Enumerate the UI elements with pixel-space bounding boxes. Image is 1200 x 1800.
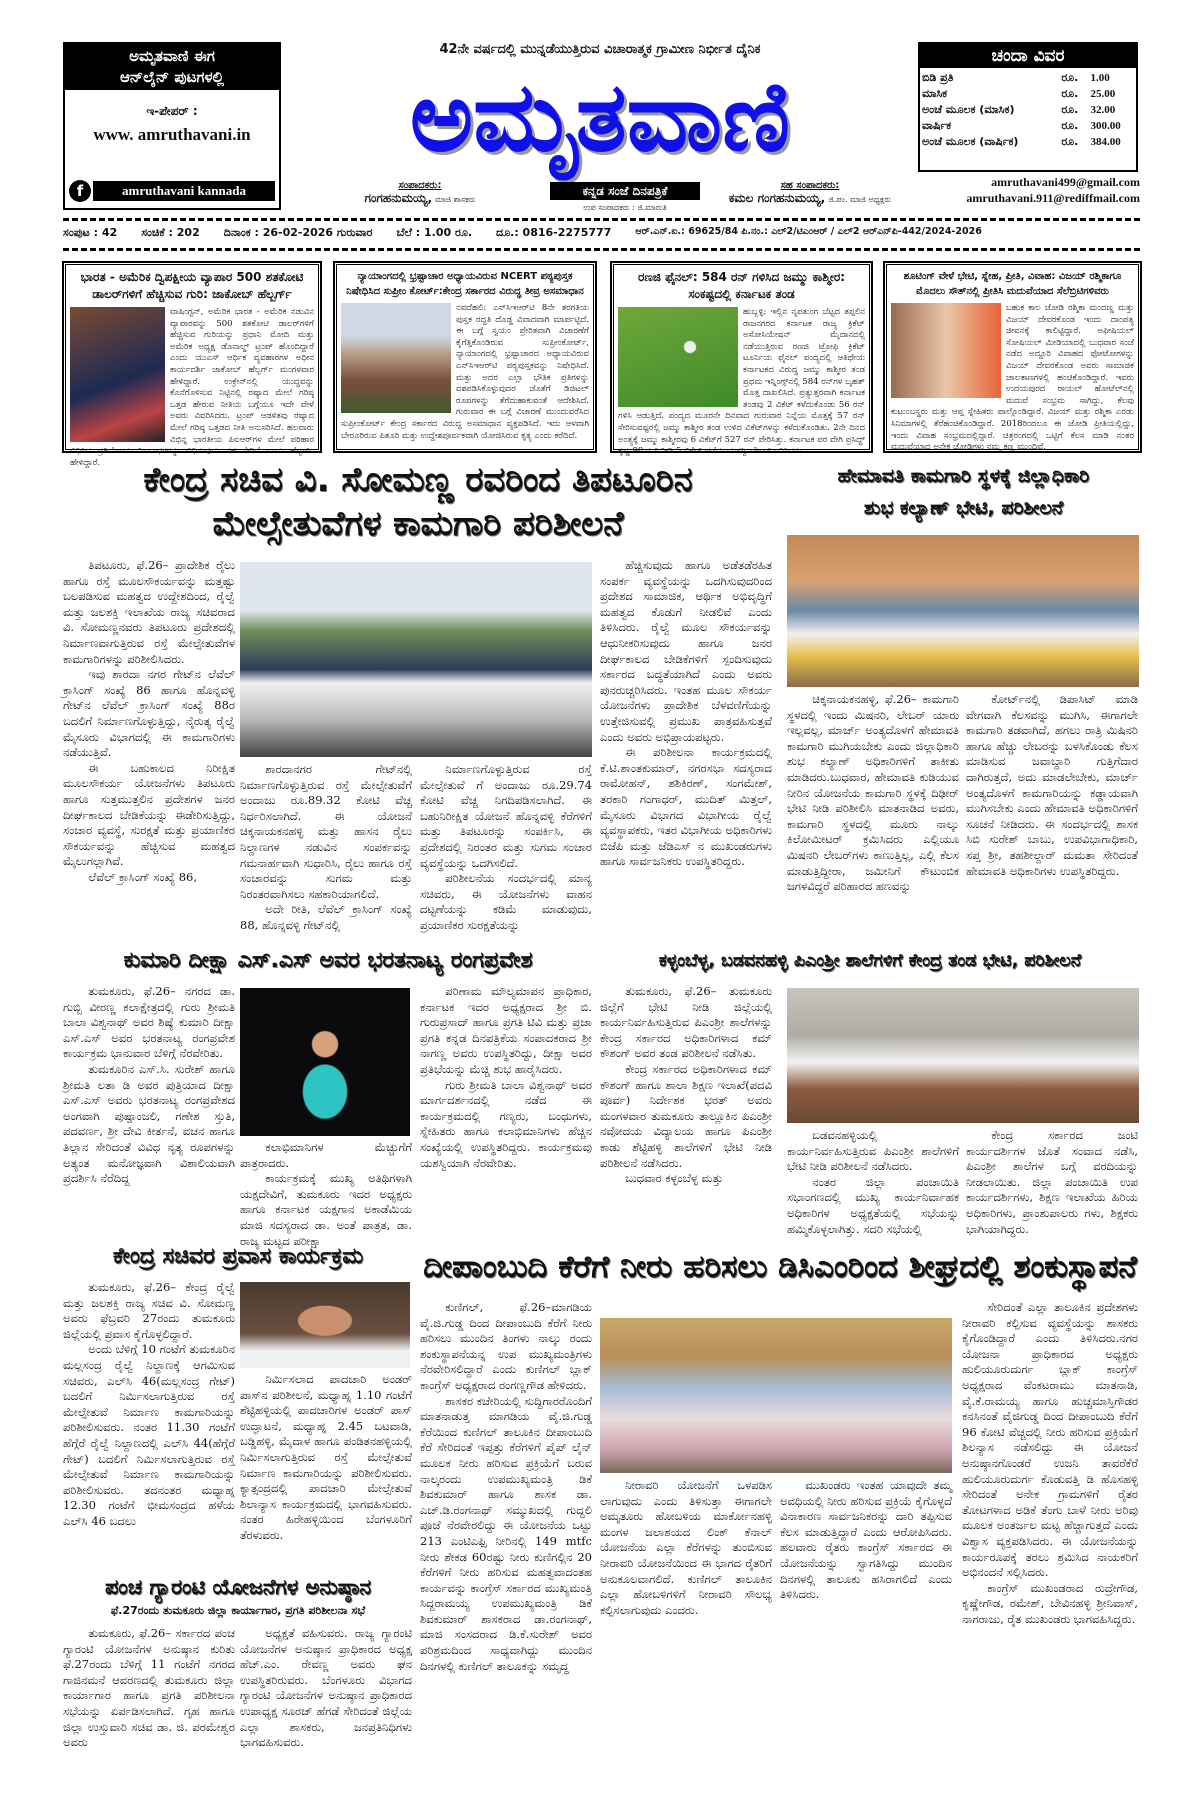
main-headline[interactable] <box>63 458 773 546</box>
teaser-wedding[interactable] <box>884 262 1141 452</box>
sub-editor: ಉಪ ಸಂಪಾದಕರು : ಜಿ.ಮಾರುತಿ <box>583 203 667 212</box>
divider <box>63 218 1140 221</box>
email-rediff[interactable]: amruthavani.911@rediffmail.com <box>966 191 1140 205</box>
paragraph: ತುಮಕೂರು, ಫೆ.26– ಸರ್ಕಾರದ ಪಂಚ ಗ್ಯಾರಂಟಿ ಯೋಜನೆಗಳ ಅನುಷ್ಠಾನ ಕುರಿತು ಫೆ.27ರಂದು ಬೆಳಿಗ್ಗೆ 11 ಗಂಟೆಗೆ ನಗರದ ಗಾಜಿನಮನೆ ಆವರಣದಲ್ಲಿ ತುಮಕೂರು ಜಿಲ್ಲಾ ಕಾರ್ಯಾಗಾರ ಹಾಗೂ ಪ್ರಗತಿ ಪರಿಶೀಲನಾ ಸಭೆಯನ್ನು ಏರ್ಪಡಿಸಲಾಗಿದೆ. ಗೃಹ ಹಾಗೂ ಜಿಲ್ಲಾ ಉಸ್ತುವಾರಿ ಸಚಿವ ಡಾ. ಜಿ. ಪರಮೇಶ್ವರ ಅವರು <box>63 1626 235 1750</box>
teaser-photo <box>70 307 165 442</box>
tagline: 42ನೇ ವರ್ಷದಲ್ಲಿ ಮುನ್ನಡೆಯುತ್ತಿರುವ ವಿಚಾರಾತ್ಮಕ ಗ್ರಾಮೀಣ ನಿರ್ಭೀತ ದೈನಿಕ <box>439 42 761 57</box>
editor-label: ಸಂಪಾದಕರು: <box>398 180 442 191</box>
headline-line: ಮೇಲ್ಸೇತುವೆಗಳ ಕಾಮಗಾರಿ ಪರಿಶೀಲನೆ <box>212 504 624 544</box>
paragraph: ಶಾರದಾನಗರ ಗೇಟ್‌ನಲ್ಲಿ ನಿರ್ಮಾಣಗೊಳ್ಳುತ್ತಿರುವ ರಸ್ತೆ ಮೇಲ್ಸೇತುವೆಗೆ ಅಂದಾಜು ರೂ.89.32 ಕೋಟಿ ವೆಚ್ಚ ನಿರ್ಧರಿಸಲಾಗಿದೆ. ಈ ಯೋಜನೆ ಚಿಕ್ಕನಾಯಕನಹಳ್ಳಿ ಮತ್ತು ಹಾಸನ ರೈಲು ನಿಲ್ದಾಣಗಳ ನಡುವಿನ ಸಂಪರ್ಕವನ್ನು ಗಮನಾರ್ಹವಾಗಿ ಸುಧಾರಿಸಿ, ರೈಲು ಹಾಗೂ ರಸ್ತೆ ಸಂಚಾರವನ್ನು ಸುಗಮ ಮತ್ತು ನಿರಂತರವಾಗಿಸಲು ಸಹಕಾರಿಯಾಗಲಿದೆ. <box>240 762 412 901</box>
guarantee-headline[interactable]: ಪಂಚ ಗ್ಯಾರಂಟಿ ಯೋಜನೆಗಳ ಅನುಷ್ಠಾನ <box>104 1575 372 1599</box>
dancer-photo <box>240 988 410 1136</box>
date: ದಿನಾಂಕ : 26-02-2026 ಗುರುವಾರ <box>223 226 373 239</box>
subscription-rates-box <box>918 42 1138 172</box>
facebook-icon: f <box>69 180 91 202</box>
paragraph: ನೀರಾವರಿ ಯೋಜನೆಗೆ ಒಳಪಡಿಸ ಲಾಗುವುದು ಎಂದು ತಿಳಿಸುತ್ತಾ ಈಗಾಗಲೇ ಅಮೃತೂರು ಹೋಬಳಿಯ ಮಾರ್ಕೋನಹಳ್ಳಿ ಮಂಗಳ ಜಲಾಶಯದ ಲಿಂಕ್ ಕೆನಾಲ್ ಯೋಜನೆಯ ಎಲ್ಲಾ ಕೆರೆಗಳನ್ನು ತುಂಬಿಸುವ ನೀರಾವರಿ ಯೋಜನೆಯಿಂದ ಈ ಭಾಗದ ರೈತರಿಗೆ ಅನುಕೂಲವಾಗಲಿದೆ. ಕುಣಿಗಲ್ ತಾಲೂಕಿನ ಎಲ್ಲಾ ಹೋಬಳಿಗಳಿಗೆ ನೀರಾವರಿ ಸೌಲಭ್ಯ ಕಲ್ಪಿಸಲಾಗುವುದು ಎಂದರು. <box>600 1478 772 1617</box>
teaser-title: ರಣಜಿ ಫೈನಲ್: 584 ರನ್ ಗಳಿಸಿದ ಜಮ್ಮು ಕಾಶ್ಮೀರ: ಸಂಕಷ್ಟದಲ್ಲಿ ಕರ್ನಾಟಕ ತಂಡ <box>637 270 846 301</box>
article-column <box>240 762 412 936</box>
headline-line: ಶುಭ ಕಲ್ಯಾಣ್ ಭೇಟಿ, ಪರಿಶೀಲನೆ <box>863 497 1064 519</box>
rates-table <box>920 70 1136 150</box>
teaser-title: ನ್ಯಾಯಾಂಗದಲ್ಲಿ ಭ್ರಷ್ಟಾಚಾರ ಅಧ್ಯಾಯವಿರುವ NCERT ಪಠ್ಯಪುಸ್ತಕ ನಿಷೇಧಿಸಿದ ಸುಪ್ರೀಂ ಕೋರ್ಟ್:ಕೇಂದ್ರ ಸರ್ಕಾರದ ವಿರುದ್ಧ ತೀವ್ರ ಅಸಮಾಧಾನ <box>346 271 584 297</box>
editor-block <box>350 180 490 206</box>
paragraph: ಈ ಪರಿಶೀಲನಾ ಕಾರ್ಯಕ್ರಮದಲ್ಲಿ ಕೆ.ಟಿ.ಶಾಂತಕುಮಾರ್, ನಗರಸಭಾ ಸದಸ್ಯರಾದ ರಾಮೋಹನ್, ಶಶಿಕಿರಣ್, ಸಂಗಮೇಶ್, ತರಕಾರಿ ಗಂಗಾಧರ್, ಮುದಿತ್ ಮಿತ್ತಲ್, ಮೈಸೂರು ವಿಭಾಗದ ವಿಭಾಗೀಯ ರೈಲ್ವೆ ವ್ಯವಸ್ಥಾಪಕರು, ಇತರ ವಿಭಾಗೀಯ ಅಧಿಕಾರಿಗಳು ಬಿಜೆಪಿ ಮತ್ತು ಜೆಡಿಎಸ್ ನ ಮುಖಂಡರುಗಳು ಹಾಗೂ ಸಾರ್ವಜನಿಕರು ಉಪಸ್ಥಿತರಿದ್ದರು. <box>600 745 772 869</box>
paragraph: ತುಮಕೂರಿನ ಎಸ್.ಸಿ. ಸುರೇಶ್ ಹಾಗೂ ಶ್ರೀಮತಿ ಲತಾ ಡಿ ಅವರ ಪುತ್ರಿಯಾದ ದೀಕ್ಷಾ ಎಸ್.ಎಸ್ ಅವರು ಭರತನಾಟ್ಯ ರಂಗಪ್ರವೇಶದ ಅಂಗವಾಗಿ ಪುಷ್ಪಾಂಜಲಿ, ಗಣೇಶ ಸ್ತುತಿ, ಪದವರ್ಣ, ಶ್ರೀ ದೇವಿ ಕೀರ್ತನೆ, ವಚನ ಹಾಗೂ ತಿಲ್ಲಾನ ಸೇರಿದಂತೆ ವಿವಿಧ ನೃತ್ಯ ರೂಪಗಳನ್ನು ಅತ್ಯಂತ ಮನೋಜ್ಞವಾಗಿ ವಿಶಾಲಿಯವಾಗಿ ಪ್ರದರ್ಶಿಸಿ ನೆರೆದಿದ್ದ <box>63 1061 235 1186</box>
rate-amount: 1.00 <box>1090 72 1110 84</box>
subtitle-banner: ಕನ್ನಡ ಸಂಜೆ ದಿನಪತ್ರಿಕೆ <box>550 182 700 200</box>
rates-title: ಚಂದಾ ವಿವರ <box>920 44 1136 68</box>
facebook-page[interactable]: amruthavani kannada <box>93 181 275 201</box>
paragraph: ಕಾರ್ಯಕ್ರಮಕ್ಕೆ ಮುಖ್ಯ ಅತಿಥಿಗಳಾಗಿ ಯಕ್ಷದೇವಿಗೆ, ತುಮಕೂರು ಇದರ ಅಧ್ಯಕ್ಷರು ಹಾಗೂ ಕರ್ನಾಟಕ ಯಕ್ಷಗಾನ ಅಕಾಡೆಮಿಯ ಮಾಜಿ ಸದಸ್ಯರಾದ ಡಾ. ಅಂತೆ ಪಾತ್ರತ, ಡಾ. ರಾಜ್ಯ ಮಟ್ಟದ ಪರೀಕ್ಷಾ <box>240 1171 412 1248</box>
lake-water-headline[interactable]: ದೀಪಾಂಬುದಿ ಕೆರೆಗೆ ನೀರು ಹರಿಸಲು ಡಿಸಿಎಂರಿಂದ ಶೀಘ್ರದಲ್ಲಿ ಶಂಕುಸ್ಥಾಪನೆ <box>423 1249 1137 1285</box>
issue: ಸಂಚಿಕೆ : 202 <box>141 226 200 239</box>
promo-title-1: ಅಮೃತವಾಣಿ ಈಗ <box>129 47 215 65</box>
article-column <box>787 1128 959 1236</box>
hemavati-headline[interactable] <box>787 460 1140 524</box>
paragraph: ಚಿಕ್ಕನಾಯಕನಹಳ್ಳಿ, ಫೆ.26– ಕಾಮಗಾರಿ ಸ್ಥಳದಲ್ಲಿ ಇಂದು ಮಿಷನರಿ, ಲೇಬರ್ ಯಾರು ಇಲ್ಲವಲ್ಲ, ಮಾರ್ಚ್ ಅಂತ್ಯದೊಳಗೆ ಹೇಮಾವತಿ ಕಾಮಗಾರಿ ಮುಗಿಯಬೇಕು ಎಂದು ಜಿಲ್ಲಾಧಿಕಾರಿ ಶುಭ ಕಲ್ಯಾಣ್ ಅಧಿಕಾರಿಗಳಿಗೆ ತಾಕೀತು ಮಾಡಿದರು.ಬುಧವಾರ, ಹೇಮಾವತಿ ಕುಡಿಯುವ ನೀರಿನ ಯೋಜನೆಯ ಕಾಮಗಾರಿ ಸ್ಥಳಕ್ಕೆ ದಿಢೀರ್ ಭೇಟಿ ನೀಡಿ ಪರಿಶೀಲಿಸಿ ಮಾತನಾಡಿದ ಅವರು, ಕಾಮಗಾರಿ ಸ್ಥಳದಲ್ಲಿ ಮೂರು ನಾಲ್ಕು ಕಿಲೋಮೀಟರ್ ಕ್ರಮಿಸಿದರು ಎಲ್ಲಿಯೂ ಮಿಷನರಿ ಲೇಬರ್‌ಗಳು ಕಾಣುತ್ತಿಲ್ಲ, ಎಲ್ಲಿ ಕೆಲಸ ಮಾಡುತ್ತಿದ್ದೀರಾ, ಜಮೀನಿಗೆ ಕೌಟುಂಬಿಕ ಜಗಳವಿದ್ದರೆ ಪರಿಹಾರದ ಹಣವನ್ನು <box>787 692 959 894</box>
article-column <box>962 1300 1138 1755</box>
online-promo-box <box>63 42 281 210</box>
teaser-ranji[interactable] <box>611 262 872 457</box>
rate-label: ಅಂಚೆ ಮೂಲಕ (ವಾರ್ಷಿಕ) <box>922 135 1019 148</box>
info-bar <box>63 226 1140 240</box>
rate-cur: ರೂ. <box>1061 119 1079 132</box>
article-column <box>600 984 772 1232</box>
article-column <box>63 558 235 936</box>
co-editor-name: ಕಮಲ ಗಂಗಹನುಮಯ್ಯ, <box>728 191 826 205</box>
paragraph: ಈ ಬಹುಕಾಲದ ನಿರೀಕ್ಷಿತ ಮೂಲಸೌಕರ್ಯ ಯೋಜನೆಗಳು ತಿಪಟೂರು ಹಾಗೂ ಸುತ್ತಮುತ್ತಲಿನ ಪ್ರದೇಶಗಳ ಜನರ ದೀರ್ಘಕಾಲದ ಬೇಡಿಕೆಯನ್ನು ಈಡೇರಿಸುತ್ತಿದ್ದು, ಸಂಚಾರ ವ್ಯವಸ್ಥೆ, ಸುರಕ್ಷತೆ ಮತ್ತು ಪ್ರಯಾಣಿಕರ ಸೌಕರ್ಯವನ್ನು ಹೆಚ್ಚಿಸುವ ಮಹತ್ವದ ಮೈಲುಗಲ್ಲಾಗಿವೆ. <box>63 760 235 869</box>
paragraph: ಅಂದು ಬೆಳಿಗ್ಗೆ 10 ಗಂಟೆಗೆ ತುಮಕೂರಿನ ಮಲ್ಲಸಂದ್ರ ರೈಲ್ವೆ ನಿಲ್ದಾಣಕ್ಕೆ ಆಗಮಿಸುವ ಸಚಿವರು, ಎಲ್‌ಸಿ 46(ಮಲ್ಲಸಂದ್ರ ಗೇಟ್) ಬದಲಿಗೆ ನಿರ್ಮಿಸಲಾಗುತ್ತಿರುವ ರಸ್ತೆ ಮೇಲ್ಸೇತುವೆ ನಿರ್ಮಾಣ ಕಾಮಗಾರಿಯನ್ನು ಪರಿಶೀಲಿಸುವರು. ನಂತರ 11.30 ಗಂಟೆಗೆ ಹೆಗ್ಗೆರೆ ರೈಲ್ವೆ ನಿಲ್ದಾಣದಲ್ಲಿ ಎಲ್‌ಸಿ 44(ಹೆಗ್ಗೆರೆ ಗೇಟ್) ಬದಲಿಗೆ ನಿರ್ಮಿಸಲಾಗುತ್ತಿರುವ ರಸ್ತೆ ಮೇಲ್ಸೇತುವೆ ನಿರ್ಮಾಣ ಕಾಮಗಾರಿಯನ್ನು ಪರಿಶೀಲಿಸುವರು. ತದನಂತರ ಮಧ್ಯಾಹ್ನ 12.30 ಗಂಟೆಗೆ ಭೀಮಸಂದ್ರದ ಹಳೆಯ ಎಲ್‌ಸಿ 46 ಬದಲು <box>63 1342 235 1528</box>
press-meet-photo <box>600 1318 952 1473</box>
meeting-photo <box>787 988 1139 1123</box>
article-column <box>63 1280 235 1568</box>
headline-line: ಕೇಂದ್ರ ಸಚಿವ ವಿ. ಸೋಮಣ್ಣ ರವರಿಂದ ತಿಪಟೂರಿನ <box>143 460 693 500</box>
article-column <box>600 1478 772 1755</box>
paragraph: ಇವು ಶಾರದಾ ನಗರ ಗೇಟ್‌ನ ಲೆವೆಲ್ ಕ್ರಾಸಿಂಗ್ ಸಂಖ್ಯೆ 86 ಹಾಗೂ ಹೊನ್ನವಳ್ಳಿ ಗೇಟ್‌ನ ಲೆವೆಲ್ ಕ್ರಾಸಿಂಗ್ ಸಂಖ್ಯೆ 88ರ ಬದಲಿಗೆ ನಿರ್ಮಾಣಗೊಳ್ಳುತ್ತಿದ್ದು, ನೈರುತ್ಯ ರೈಲ್ವೆ ಮೈಸೂರು ವಿಭಾಗದಲ್ಲಿ ಈ ಕಾಮಗಾರಿಗಳು ನಡೆಯುತ್ತಿವೆ. <box>63 667 235 760</box>
teaser-photo <box>891 303 1001 398</box>
headline-line: ಹೇಮಾವತಿ ಕಾಮಗಾರಿ ಸ್ಥಳಕ್ಕೆ ಜಿಲ್ಲಾಧಿಕಾರಿ <box>837 465 1090 487</box>
rate-cur: ರೂ. <box>1061 71 1079 84</box>
teaser-trade[interactable] <box>63 262 321 468</box>
editor-name: ಗಂಗಹನುಮಯ್ಯ, <box>364 191 433 205</box>
co-editor-block <box>705 180 915 206</box>
paragraph: ಅದೇ ರೀತಿ, ಲೆವೆಲ್ ಕ್ರಾಸಿಂಗ್ ಸಂಖ್ಯೆ 88, ಹೊನ್ನವಳ್ಳಿ ಗೇಟ್‌ನಲ್ಲಿ <box>240 902 412 932</box>
school-visit-headline[interactable]: ಕಳ್ಳಂಬೆಳ್ಳ, ಬಡವನಹಳ್ಳಿ ಪಿಎಂಶ್ರೀ ಶಾಲೆಗಳಿಗೆ ಕೇಂದ್ರ ತಂಡ ಭೇಟಿ, ಪರಿಶೀಲನೆ <box>658 951 1082 971</box>
rate-cur: ರೂ. <box>1061 87 1079 100</box>
co-editor-note: ಜಿ.ಪಂ. ಮಾಜಿ ಅಧ್ಯಕ್ಷರು <box>828 195 892 204</box>
paragraph: ಕಾಂಗ್ರೆಸ್ ಮುಖಂಡರಾದ ರುದ್ರೇಗೌಡ, ಕೃಷ್ಣೇಗೌಡ, ರಮೇಶ್, ಬೇವಿನಹಳ್ಳಿ ಶ್ರೀನಿವಾಸ್, ನಾಗರಾಜು, ರೈತ ಮುಖಂಡರು ಭಾಗವಹಿಸಿದ್ದರು. <box>962 1580 1138 1626</box>
article-column <box>787 692 959 936</box>
paragraph: ತುಮಕೂರು, ಫೆ.26– ಕೇಂದ್ರ ರೈಲ್ವೆ ಮತ್ತು ಜಲಶಕ್ತಿ ರಾಜ್ಯ ಸಚಿವ ವಿ. ಸೋಮಣ್ಣ ಅವರು ಫೆಬ್ರವರಿ 27ರಂದು ತುಮಕೂರು ಜಿಲ್ಲೆಯಲ್ಲಿ ಪ್ರವಾಸ ಕೈಗೊಳ್ಳಲಿದ್ದಾರೆ. <box>63 1280 235 1341</box>
paragraph: ಗುರು ಶ್ರೀಮತಿ ಬಾಲಾ ವಿಶ್ವನಾಥ್ ಅವರ ಮಾರ್ಗದರ್ಶನದಲ್ಲಿ ನಡೆದ ಈ ಕಾರ್ಯಕ್ರಮದಲ್ಲಿ ಗಣ್ಯರು, ಬಂಧುಗಳು, ಸ್ನೇಹಿತರು ಹಾಗೂ ಕಲಾಭಿಮಾನಿಗಳು ಹೆಚ್ಚಿನ ಸಂಖ್ಯೆಯಲ್ಲಿ ಉಪಸ್ಥಿತರಿದ್ದರು. ಕಾರ್ಯಕ್ರಮವು ಯಶಸ್ವಿಯಾಗಿ ನೆರವೇರಿತು. <box>420 1077 592 1170</box>
teaser-text: ನವದೆಹಲಿ: ಎನ್‌ಸಿಇಆರ್‌ಟಿ 8ನೇ ತರಗತಿಯ ಪುಸ್ತಕ ರದ್ದತಿ ದೊಡ್ಡ ವಿವಾದವಾಗಿ ಮಾರ್ಪಟ್ಟಿದೆ. ಈ ಬಗ್ಗೆ ಸ್ವಯಂ ಪ್ರೇರಿತವಾಗಿ ವಿಚಾರಣೆಗೆ ಕೈಗೆತ್ತಿಕೊಂಡಿರುವ ಸುಪ್ರೀಂಕೋರ್ಟ್, ನ್ಯಾಯಾಂಗದಲ್ಲಿ ಭ್ರಷ್ಟಾಚಾರದ ಅಧ್ಯಾಯವಿರುವ ಎನ್‌ಸಿಇಆರ್‌ಟಿ ಪಠ್ಯಪುಸ್ತಕವನ್ನು ನಿಷೇಧಿಸಿದೆ. ಮತ್ತು ಅದರ ಎಲ್ಲಾ ಭೌತಿಕ ಪ್ರತಿಗಳನ್ನು ವಶಪಡಿಸಿಕೊಳ್ಳುವುದರ ಜೊತೆಗೆ ಡಿಜಿಟಲ್ ರೂಪಗಳನ್ನು ತೆಗೆದುಹಾಕುವಂತೆ ಆದೇಶಿಸಿದೆ. ಗುರುವಾರ ಈ ಬಗ್ಗೆ ವಿಚಾರಣೆ ಮುಂದುವರೆಸಿದ ಸುಪ್ರೀಂಕೋರ್ಟ್ ಕೇಂದ್ರ ಸರ್ಕಾರದ ವಿರುದ್ಧ ಅಸಮಾಧಾನ ವ್ಯಕ್ತಪಡಿಸಿದೆ. ಇದು ಆಳವಾಗಿ ಬೇರೂರಿರುವ ಪಿತೂರಿ ಮತ್ತು ಉದ್ದೇಶಪೂರ್ವಕವಾಗಿ ಯೋಜಿಸಿರುವ ಕೃತ್ಯ ಎಂದು ಕರೆದಿದೆ. <box>341 303 589 441</box>
minister-portrait <box>240 1282 410 1368</box>
teaser-title: ಭಾರತ - ಅಮೆರಿಕ ದ್ವಿಪಕ್ಷೀಯ ವ್ಯಾಪಾರ 500 ಶತಕೋಟಿ ಡಾಲರ್‌ಗಳಿಗೆ ಹೆಚ್ಚಿಸುವ ಗುರಿ: ಜಾಕೋಬ್ ಹೆಲ್ಬರ್ಗ್ <box>80 270 304 301</box>
website-link[interactable]: www. amruthavani.in <box>93 125 251 144</box>
paragraph: ಶಾಸಕರ ಕಚೇರಿಯಲ್ಲಿ ಸುದ್ದಿಗಾರರೊಂದಿಗೆ ಮಾತನಾಡುತ್ತ ಮಾಗಡಿಯ ವೈ.ಜಿ.ಗುಡ್ಡ ಕೆರೆಯಿಂದ ಕುಣಿಗಲ್ ತಾಲೂಕಿನ ದೀಪಾಂಬುದಿ ಕೆರೆ ಸೇರಿದಂತೆ ಇಪ್ಪತ್ತು ಕೆರೆಗಳಿಗೆ ಪೈಪ್ ಲೈನ್ ಮೂಲಕ ನೀರು ಹರಿಸುವ ಪ್ರಕ್ರಿಯೆಗೆ ಬರುವ ನಾಲ್ಕರಂದು ಉಪಮುಖ್ಯಮಂತ್ರಿ ಡಿಕೆ ಶಿವಕುಮಾರ್ ಹಾಗೂ ಶಾಸಕ ಡಾ. ಎಚ್.ಡಿ.ರಂಗನಾಥ್ ಸಮ್ಮುಖದಲ್ಲಿ ಗುದ್ದಲಿ ಪೂಜೆ ನೆರವೇರಲಿದ್ದು ಈ ಯೋಜನೆಯ ಒಟ್ಟು 213 ಎಂಟಿಎಫ್ಸಿ ನೀರಿನಲ್ಲಿ 149 mtfc ನೀರು ಶೇಕಡ 60ರಷ್ಟು ನೀರು ಕುಣಿಗಲ್ಲಿನ 20 ಕೆರೆಗಳಿಗೆ ನೀರು ಹರಿಸುವ ಮಹತ್ವವಾದಂತಹ ಕಾರ್ಯವನ್ನು ಕಾಂಗ್ರೆಸ್ ಸರ್ಕಾರದ ಮುಖ್ಯಮಂತ್ರಿ ಸಿದ್ದರಾಮಯ್ಯ ಉಪಮುಖ್ಯಮಂತ್ರಿ ಡಿಕೆ ಶಿವಕುಮಾರ್ ಶಾಸಕರಾದ ಡಾ.ರಂಗನಾಥ್, ಮಾಜಿ ಸಂಸದರಾದ ಡಿ.ಕೆ.ಸುರೇಶ್ ಅವರ ಪರಿಶ್ರಮದಿಂದ ಸಾಧ್ಯವಾಗಿದ್ದು ಮುಂದಿನ ದಿನಗಳಲ್ಲಿ ಕುಣಿಗಲ್ ತಾಲೂಕನ್ನು ಸಮೃದ್ಧ <box>420 1393 592 1673</box>
divider <box>63 248 1140 251</box>
minister-inspection-photo <box>240 562 592 757</box>
newspaper-logo: ಅಮೃತವಾಣಿ <box>409 61 791 173</box>
paragraph: ಹೆಚ್ಚಿಸುವುದು ಹಾಗೂ ಅಡೆತಡೆರಹಿತ ಸಂಪರ್ಕ ವ್ಯವಸ್ಥೆಯನ್ನು ಒದಗಿಸುವುದರಿಂದ ಪ್ರದೇಶದ ಸಾಮಾಜಿಕ, ಆರ್ಥಿಕ ಅಭಿವೃದ್ಧಿಗೆ ಮಹತ್ವದ ಕೊಡುಗೆ ನೀಡಲಿವೆ ಎಂದು ತಿಳಿಸಿದರು. ರೈಲ್ವೆ ಮೂಲ ಸೌಕರ್ಯವನ್ನು ಆಧುನೀಕರಿಸುವುದು ಹಾಗೂ ಜನರ ದೀರ್ಘಕಾಲದ ಬೇಡಿಕೆಗಳಿಗೆ ಸ್ಪಂದಿಸುವುದು ಸರ್ಕಾರದ ಬದ್ಧತೆಯಾಗಿದೆ ಎಂದು ಅವರು ಪುನರುಚ್ಚರಿಸಿದರು. ಇಂತಹ ಮೂಲ ಸೌಕರ್ಯ ಯೋಜನೆಗಳು ಪ್ರಾದೇಶಿಕ ಬೆಳವಣಿಗೆಯನ್ನು ಉತ್ತೇಜಿಸುವಲ್ಲಿ ಪ್ರಮುಖ ಪಾತ್ರವಹಿಸುತ್ತವೆ ಎಂದು ಅವರು ಅಭಿಪ್ರಾಯಪಟ್ಟರು. <box>600 558 772 744</box>
paragraph: ನಿರ್ಮಿಸಲಾದ ಪಾದಚಾರಿ ಅಂಡರ್ ಪಾಸ್‌ನ ಪರಿಶೀಲನೆ, ಮಧ್ಯಾಹ್ನ 1.10 ಗಂಟೆಗೆ ಶೆಟ್ಟಿಹಳ್ಳಿಯಲ್ಲಿ ಪಾದಚಾರಿಗಳ ಅಂಡರ್ ಪಾಸ್ ಉದ್ಘಾಟನೆ, ಮಧ್ಯಾಹ್ನ 2.45 ಬಟವಾಡಿ, ಬಡ್ಡಿಹಳ್ಳಿ, ಮೈದಾಳ ಹಾಗೂ ಪಂಡಿತನಹಳ್ಳಿಯಲ್ಲಿ ನಿರ್ಮಿಸಲಾಗುತ್ತಿರುವ ರಸ್ತೆ ಮೇಲ್ಸೇತುವೆ ನಿರ್ಮಾಣ ಕಾಮಗಾರಿಯನ್ನು ಪರಿಶೀಲಿಸುವರು. ಕ್ಯಾತ್ಸಂದ್ರದಲ್ಲಿ ಪಾದಚಾರಿ ಮೇಲ್ಸೇತುವೆ ಶಿಲಾನ್ಯಾಸ ಕಾರ್ಯಕ್ರಮದಲ್ಲಿ ಭಾಗವಹಿಸುವರು. ನಂತರ ಹಿರೇಹಳ್ಳಿಯಿಂದ ಬೆಂಗಳೂರಿಗೆ ತೆರಳುವರು. <box>240 1372 412 1542</box>
rate-label: ಬಿಡಿ ಪ್ರತಿ <box>922 71 954 84</box>
paragraph: ಬುಧವಾರ ಕಳ್ಳಂಬೆಳ್ಳ ಮತ್ತು <box>625 1171 724 1186</box>
paragraph: ಕುಣಿಗಲ್, ಫೆ.26–ಮಾಗಡಿಯ ವೈ.ಜಿ.ಗುಡ್ಡ ದಿಂದ ದೀಪಾಂಬುದಿ ಕೆರೆಗೆ ನೀರು ಹರಿಸಲು ಮುಂದಿನ ತಿಂಗಳು ನಾಲ್ಕು ರಂದು ಶಂಕುಸ್ಥಾಪನೆಯನ್ನ ಉಪ ಮುಖ್ಯಮಂತ್ರಿಗಳು ನೆರವೇರಿಸಲಿದ್ದಾರೆ ಎಂದು ಕುಣಿಗಲ್ ಬ್ಲಾಕ್ ಕಾಂಗ್ರೆಸ್ ಅಧ್ಯಕ್ಷರಾದ ರಂಗಣ್ಣಗೌಡ ಹೇಳಿದರು. <box>420 1300 592 1392</box>
paragraph: ತಿಪಟೂರು, ಫೆ.26– ಪ್ರಾದೇಶಿಕ ರೈಲು ಹಾಗೂ ರಸ್ತೆ ಮೂಲಸೌಕರ್ಯವನ್ನು ಮತ್ತಷ್ಟು ಬಲಪಡಿಸುವ ಮಹತ್ವದ ಉದ್ದೇಶದಿಂದ, ರೈಲ್ವೆ ಮತ್ತು ಜಲಶಕ್ತಿ ಇಲಾಖೆಯ ರಾಜ್ಯ ಸಚಿವರಾದ ವಿ. ಸೋಮಣ್ಣನವರು ತಿಪಟೂರು ಪ್ರದೇಶದಲ್ಲಿ ನಿರ್ಮಾಣವಾಗುತ್ತಿರುವ ರಸ್ತೆ ಮೇಲ್ಸೇತುವೆಗಳ ಕಾಮಗಾರಿಗಳನ್ನು ಪರಿಶೀಲಿಸಿದರು. <box>63 558 235 666</box>
rate-row <box>920 134 1136 150</box>
teaser-photo <box>618 307 738 407</box>
rate-label: ವಾರ್ಷಿಕ <box>922 119 952 132</box>
rate-amount: 384.00 <box>1090 136 1121 148</box>
article-column <box>240 1372 412 1568</box>
teaser-text: ಬಹುಕ ಕಾಲ ಜೋಡಿ ರಶ್ಮಿಕಾ ಮಂದಣ್ಣ ಮತ್ತು ವಿಜಯ್ ದೇವರಕೊಂಡ ಇಂದು ದಾಂಪತ್ಯ ಜೀವನಕ್ಕೆ ಕಾಲಿಟ್ಟಿದ್ದಾರೆ. ಅಫೀಷಿಯಲ್ ಸೋಷಿಯಲ್ ಮೀಡಿಯಾದಲ್ಲಿ ಬುಧವಾರ ಸಂಜೆ ನಡೆದ ಅದ್ದೂರಿ ವಿವಾಹದ ಫೋಟೋಗಳನ್ನು ವಿಜಯ್ ದೇವರಕೊಂಡ ಅವರು ಸಾಮಾಜಿಕ ಜಾಲತಾಣಗಳಲ್ಲಿ ಹಂಚಿಕೊಂಡಿದ್ದಾರೆ. ಇವರು ಉದಯಪುರದ ರಾಯಲ್ ಹೋಟೆಲ್‌ನಲ್ಲಿ ಮದುವೆ ಸಂಭ್ರಮ ಸಾಗಿದ್ದು, ಕೆಲವು ಕುಟುಂಬಸ್ಥರು ಮತ್ತು ಆಪ್ತ ಸ್ನೇಹಿತರು ಪಾಲ್ಗೊಂಡಿದ್ದಾರೆ. ವಿಜಯ್ ಮತ್ತು ರಶ್ಮಿಕಾ ಎರಡು ಸಿನಿಮಾಗಳಲ್ಲಿ ತೆರೆಹಂಚಿಕೊಂಡಿದ್ದಾರೆ. 2018ರಿಂದಲೂ ಈ ಜೋಡಿ ಪ್ರೀತಿಯಲ್ಲಿದ್ದು, ಇಂದು ವಿವಾಹ ಸಂಭ್ರಮದಲ್ಲಿದ್ದಾರೆ. ಚಿತ್ರರಂಗದಲ್ಲಿ ಒಟ್ಟಿಗೆ ಕೆಲಸ ಮಾಡಿ ನಂತರ ಮದುವೆಯಾದ ಅನೇಕ ಜೋಡಿಗಳು ನಮ್ಮ ಕಣ್ಣ ಮುಂದಿವೆ. <box>891 303 1134 453</box>
paragraph: ಅಧ್ಯಕ್ಷತೆ ವಹಿಸುವರು. ರಾಜ್ಯ ಗ್ಯಾರಂಟಿ ಯೋಜನೆಗಳ ಅನುಷ್ಠಾನ ಪ್ರಾಧಿಕಾರದ ಅಧ್ಯಕ್ಷ ಹೆಚ್.ಎಂ. ರೇವಣ್ಣ ಅವರು ಘನ ಉಪಸ್ಥಿತರಿರುವರು. ಬೆಂಗಳೂರು ವಿಭಾಗದ ಗ್ಯಾರಂಟಿ ಯೋಜನೆಗಳ ಅನುಷ್ಠಾನ ಪ್ರಾಧಿಕಾರದ ಉಪಾಧ್ಯಕ್ಷ ಸೂರಜ್ ಹೆಗಡೆ ಸೇರಿದಂತೆ ಜಿಲ್ಲೆಯ ಎಲ್ಲಾ ಶಾಸಕರು, ಜನಪ್ರತಿನಿಧಿಗಳು ಭಾಗವಹಿಸುವರು. <box>240 1626 412 1750</box>
rate-row <box>920 70 1136 86</box>
teaser-photo <box>341 303 451 413</box>
rate-row <box>920 118 1136 134</box>
paragraph: ಮುಖಂಡರು ಇಂತಹ ಯಾವುದೇ ತಮ್ಮ ಅವಧಿಯಲ್ಲಿ ನೀರು ಹರಿಸುವ ಪ್ರಕ್ರಿಯೆ ಕೈಗೊಳ್ಳದೆ ವಿನಾಕಾರಣ ಸಾರ್ವಜನಿಕರನ್ನು ದಾರಿ ತಪ್ಪಿಸುವ ಕೆಲಸ ಮಾಡುತ್ತಿದ್ದಾರೆ ಎಂದು ಆರೋಪಿಸಿದರು. ಹಲವಾರು ರೈತರು ಕಾಂಗ್ರೆಸ್ ಸರ್ಕಾರದ ಈ ಯೋಜನೆಯನ್ನು ಸ್ವಾಗತಿಸಿದ್ದು ಮುಂದಿನ ದಿನಗಳಲ್ಲಿ ತಾಲೂಕು ಹಸಿರಾಗಲಿದೆ ಎಂದು ತಿಳಿಸಿದರು. <box>780 1478 952 1602</box>
article-column <box>966 692 1138 936</box>
co-editor-label: ಸಹ ಸಂಪಾದಕರು: <box>780 180 840 191</box>
teaser-ncert[interactable] <box>334 262 596 452</box>
rate-label: ಅಂಚೆ ಮೂಲಕ (ಮಾಸಿಕ) <box>922 103 1015 116</box>
paragraph: ಕೇಂದ್ರ ಸರ್ಕಾರದ ಜಂಟಿ ಕಾರ್ಯದರ್ಶಿಗಳ ಜೊತೆ ಸಂವಾದ ನಡೆಸಿ, ಪಿಎಂಶ್ರೀ ಶಾಲೆಗಳ ಬಗ್ಗೆ ವರದಿಯನ್ನು ನೀಡಲಾಯಿತು. ಜಿಲ್ಲಾ ಪಂಚಾಯಿತಿ ಉಪ ಕಾರ್ಯದರ್ಶಿಗಳು, ಶಿಕ್ಷಣ ಇಲಾಖೆಯ ಹಿರಿಯ ಅಧಿಕಾರಿಗಳು, ಪ್ರಾಂಶುಪಾಲರು ಗಳು, ಶಿಕ್ಷಕರು ಭಾಗಿಯಾಗಿದ್ದರು. <box>966 1128 1138 1236</box>
rate-label: ಮಾಸಿಕ <box>922 87 948 100</box>
article-column <box>600 558 772 936</box>
minister-tour-headline[interactable]: ಕೇಂದ್ರ ಸಚಿವರ ಪ್ರವಾಸ ಕಾರ್ಯಕ್ರಮ <box>112 1244 364 1269</box>
volume: ಸಂಪುಟ : 42 <box>63 226 118 239</box>
paragraph: ಪರಿಣಾಮ ಮೌಲ್ಯಮಾಪನ ಪ್ರಾಧಿಕಾರ, ಕರ್ನಾಟಕ ಇದರ ಅಧ್ಯಕ್ಷರಾದ ಶ್ರೀ ಬಿ. ಗುರುಪ್ರಸಾದ್ ಹಾಗೂ ಪ್ರಗತಿ ಟಿವಿ ಮತ್ತು ಪ್ರಜಾ ಪ್ರಗತಿ ಕನ್ನಡ ದಿನಪತ್ರಿಕೆಯ ಸಂಪಾದಕರಾದ ಶ್ರೀ ನಾಗಣ್ಣ ಅವರು ಉಪಸ್ಥಿತರಿದ್ದು, ದೀಕ್ಷಾ ಅವರ ಪ್ರತಿಭೆಯನ್ನು ಮೆಚ್ಚಿ ಶುಭ ಹಾರೈಸಿದರು. <box>420 984 592 1076</box>
teaser-text: ವಾಷಿಂಗ್ಟನ್, ಅಮೆರಿಕ ಭಾರತ - ಅಮೆರಿಕ ನಡುವಿನ ವ್ಯಾಪಾರವನ್ನು 500 ಶತಕೋಟಿ ಡಾಲರ್‌ಗಳಿಗೆ ಹೆಚ್ಚಿಸುವ ಗುರಿಯನ್ನು ಪ್ರಧಾನಿ ಮೋದಿ ಮತ್ತು ಅಮೆರಿಕ ಅಧ್ಯಕ್ಷ ಡೊನಾಲ್ಡ್ ಟ್ರಂಪ್ ಹೊಂದಿದ್ದಾರೆ ಎಂದು ಯುಎಸ್ ಆರ್ಥಿಕ ವ್ಯವಹಾರಗಳ ಅಧೀನ ಕಾರ್ಯದರ್ಶಿ ಜಾಕೋಬ್ ಹೆಲ್ಬರ್ಗ್ ಮಂಗಳವಾರ ಹೇಳಿದ್ದಾರೆ. ಉಕ್ರೇನ್‌ನಲ್ಲಿ ಯುದ್ಧವನ್ನು ಕೊನೆಗೊಳಿಸುವ ನಿಟ್ಟಿನಲ್ಲಿ ರಷ್ಯಾದ ಮೇಲೆ ಗರಿಷ್ಠ ಒತ್ತಡ ಹೇರುವ ನೀತಿಯ ಬಗ್ಗೆಯೂ ಇದೇ ವೇಳೆ ಅವರು ವಿವರಿಸಿದರು. ಟ್ರಂಪ್ ಆಡಳಿತವು ರಷ್ಯಾದ ಮೇಲೆ ಗರಿಷ್ಠ ಒತ್ತಡದ ನೀತಿ ಅನುಸರಿಸಿದೆ. ಹಲವಾರು ವಿಭಿನ್ನ ಭಾರತೀಯ ಪಿಐಆರ್‌ಗಳ ಮೇಲೆ ಪರಿಹಾರ ವಿಧಿಸಿದ ಪ್ರತಿಯೊಂದು ನಿರ್ಬಂಧಗಳನ್ನು ವಿಧಿಸುವುದು ಸಹ ಸೇರಿದೆ ಎಂದು ಹೆಲ್ಬರ್ಗ್ ಹೇಳಿದ್ದಾರೆ. <box>70 307 314 468</box>
email-gmail[interactable]: amruthavani499@gmail.com <box>991 175 1140 189</box>
rate-cur: ರೂ. <box>1061 135 1079 148</box>
guarantee-subhead: ಫೆ.27ರಂದು ತುಮಕೂರು ಜಿಲ್ಲಾ ಕಾರ್ಯಾಗಾರ, ಪ್ರಗತಿ ಪರಿಶೀಲನಾ ಸಭೆ <box>110 1604 366 1617</box>
rate-row <box>920 86 1136 102</box>
paragraph: ಕೇಂದ್ರ ಸರ್ಕಾರದ ಅಧಿಕಾರಿಗಳಾದ ಕಮ್ ಕೌಶಂಗ್ ಹಾಗೂ ಶಾಲಾ ಶಿಕ್ಷಣ ಇಲಾಖೆ(ಪದವಿ ಪೂರ್ವ) ನಿರ್ದೇಶಕ ಭರತ್ ಅವರು ಮಂಗಳವಾರ ತುಮಕೂರು ತಾಲ್ಲೂಕಿನ ಪಿಎಂಶ್ರೀ ನವೋದಯ ವಿದ್ಯಾಲಯ ಹಾಗೂ ಪಿಎಂಶ್ರೀ ಕಾಡು ಶೆಟ್ಟಿಹಳ್ಳಿ ಶಾಲೆಗಳಿಗೆ ಭೇಟಿ ನೀಡಿ ಪರಿಶೀಲನೆ ನಡೆಸಿದರು. <box>600 1061 772 1170</box>
article-column <box>420 1300 592 1755</box>
editor-note: ಮಾಜಿ ಶಾಸಕರು <box>435 195 476 204</box>
epaper-label: ಇ-ಪೇಪರ್ : <box>146 104 198 118</box>
paragraph: ಸೇರಿದಂತೆ ಎಲ್ಲಾ ತಾಲೂಕಿನ ಪ್ರದೇಶಗಳು ನೀರಾವರಿ ಕಲ್ಪಿಸುವ ವ್ಯವಸ್ಥೆಯನ್ನು ಶಾಸಕರು ಕೈಗೊಂಡಿದ್ದಾರೆ ಎಂದು ತಿಳಿಸಿದರು.ನಗರ ಯೋಜನಾ ಪ್ರಾಧಿಕಾರದ ಅಧ್ಯಕ್ಷರು ಹುಲಿಯೂರುದುರ್ಗ ಬ್ಲಾಕ್ ಕಾಂಗ್ರೆಸ್ ಅಧ್ಯಕ್ಷರಾದ ವೆಂಕಟರಾಮು ಮಾತನಾಡಿ, ವೈ.ಕೆ.ರಾಮಯ್ಯ ಹಾಗೂ ಹುಚ್ಚಮಾಸ್ತಿಗೌಡರ ಕನಸಿನಂತೆ ವೈಜಿಗುಡ್ಡ ದಿಂದ ದೀಪಾಂಬುದಿ ಕೆರೆಗೆ 96 ಕೋಟಿ ವೆಚ್ಚದಲ್ಲಿ ನೀರು ಹರಿಸುವ ಪ್ರಕ್ರಿಯೆಗೆ ಶಿಲನ್ಯಾಸ ನಡೆಸಲಿದ್ದು ಈ ಯೋಜನೆ ಅನುಷ್ಠಾನಗೊಂಡರೆ ಉಜನಿ ತಾವರೆಕೆರೆ ಹುಲಿಯೂರುದುರ್ಗ ಕೊಡುವತ್ತಿ ಡಿ ಹೊಸಹಳ್ಳಿ ಸೇರಿದಂತೆ ಅನೇಕ ಗ್ರಾಮಗಳಿಗೆ ರೈತರ ತೋಟಗಳಾದ ಅಡಿಕೆ ತೆಂಗು ಬಾಳೆ ನೀರು ಅರಿವು ಮೂಲಕ ಅಂತರ್ಜಲ ಮಟ್ಟ ಹೆಚ್ಚಾಗುತ್ತದೆ ಎಂದು ವಿಶ್ವಾಸ ವ್ಯಕ್ತಪಡಿಸಿದರು. ಈ ಯೋಜನೆಯನ್ನು ಕಾರ್ಯರೂಪಕ್ಕೆ ತರಲು ಶ್ರಮಿಸಿದ ನಾಯಕರಿಗೆ ಅಭಿನಂದನೆ ಸಲ್ಲಿಸಿದರು. <box>962 1300 1138 1580</box>
teaser-text: ಹುಬ್ಬಳ್ಳಿ: ಇಲ್ಲಿನ ನೃಪತುಂಗ ಬೆಟ್ಟದ ತಪ್ಪಲಿನ ರಾಜನಗರದ ಕರ್ನಾಟಕ ರಾಜ್ಯ ಕ್ರಿಕೆಟ್ ಅಸೋಸಿಯೇಷನ್ ಮೈದಾನದಲ್ಲಿ ನಡೆಯುತ್ತಿರುವ ರಣಜಿ ಟ್ರೋಫಿ ಕ್ರಿಕೆಟ್ ಟೂರ್ನಿಯ ಫೈನಲ್ ಪಂದ್ಯದಲ್ಲಿ ಆತಿಥೇಯ ಕರ್ನಾಟಕದ ವಿರುದ್ಧ ಜಮ್ಮು ಕಾಶ್ಮೀರ ತಂಡ ಪ್ರಥಮ ಇನ್ನಿಂಗ್ಸ್‌ನಲ್ಲಿ 584 ರನ್‌ಗಳ ಬೃಹತ್ ಮೊತ್ತ ದಾಖಲಿಸಿದೆ. ಪ್ರತ್ಯುತ್ತರವಾಗಿ ಕರ್ನಾಟಕ ತಂಡವು 2 ವಿಕೆಟ್ ಕಳೆದುಕೊಂಡು 56 ರನ್ ಗಳಿಸಿ ಆಡುತ್ತಿದೆ. ಪಂದ್ಯದ ಮೂರನೇ ದಿನವಾದ ಗುರುವಾರ ನಿನ್ನೆಯ ಮೊತ್ತಕ್ಕೆ 57 ರನ್ ಸೇರಿಸುವಷ್ಟರಲ್ಲಿ ಜಮ್ಮು ಕಾಶ್ಮೀರ ತಂಡ ಉಳಿದ ವಿಕೆಟ್‌ಗಳನ್ನು ಕಳೆದುಕೊಂಡಿತು. 2ನೇ ದಿನದ ಅಂತ್ಯಕ್ಕೆ ಜಮ್ಮು ಕಾಶ್ಮೀರವು 6 ವಿಕೆಟ್‌ಗೆ 527 ರನ್ ಪೇರಿಸಿತ್ತು. ಕರ್ನಾಟಕ ಪರ ವೇಗಿ ಪ್ರಸಿದ್ಧ್ ಕೃಷ್ಣ 98 ರನ್ ನೀಡಿ 5 ವಿಕೆಟ್ ಪಡೆದು ಯಶಸ್ವಿ ಬೌಲರ್ ಎನಿಸಿದರು. <box>618 307 866 457</box>
article-column <box>966 1128 1138 1236</box>
teaser-title: ಶೂಟಿಂಗ್ ವೇಳೆ ಭೇಟಿ, ಸ್ನೇಹ, ಪ್ರೀತಿ, ವಿವಾಹ: ವಿಜಯ್ ರಶ್ಮಿಕಾಗೂ ಮೊದಲು ಸೌತ್‌ನಲ್ಲಿ ಪ್ರೀತಿಸಿ ಮದುವೆಯಾದ ಸೆಲೆಬ್ರಿಟಿಗಳಿವರು <box>903 271 1122 297</box>
paragraph: ಕಲಾಭಿಮಾನಿಗಳ ಮೆಚ್ಚುಗೆಗೆ ಪಾತ್ರರಾದರು. <box>240 1140 412 1170</box>
rate-row <box>920 102 1136 118</box>
paragraph: ಬಡವನಹಳ್ಳಿಯಲ್ಲಿ ಕಾರ್ಯನಿರ್ವಹಿಸುತ್ತಿರುವ ಪಿಎಂಶ್ರೀ ಶಾಲೆಗಳಿಗೆ ಭೇಟಿ ನೀಡಿ ಪರಿಶೀಲನೆ ನಡೆಸಿದರು. <box>787 1128 959 1174</box>
paragraph: ಲೆವೆಲ್ ಕ್ರಾಸಿಂಗ್ ಸಂಖ್ಯೆ 86, <box>88 869 197 884</box>
article-column <box>63 984 235 1232</box>
rate-cur: ರೂ. <box>1061 103 1079 116</box>
article-column <box>420 984 592 1232</box>
rate-amount: 25.00 <box>1090 88 1116 100</box>
promo-title-2: ಆನ್‌ಲೈನ್ ಪುಟಗಳಲ್ಲಿ <box>120 68 224 86</box>
article-column <box>240 1140 412 1248</box>
collector-visit-photo <box>787 535 1139 687</box>
paragraph: ತುಮಕೂರು, ಫೆ.26– ತುಮಕೂರು ಜಿಲ್ಲೆಗೆ ಭೇಟಿ ನೀಡಿ ಜಿಲ್ಲೆಯಲ್ಲಿ ಕಾರ್ಯನಿರ್ವಹಿಸುತ್ತಿರುವ ಪಿಎಂಶ್ರೀ ಶಾಲೆಗಳನ್ನು ಕೇಂದ್ರ ಸರ್ಕಾರದ ಅಧಿಕಾರಿಗಳಾದ ಕಮ್ ಕೌಶಂಗ್ ಅವರ ತಂಡ ಪರಿಶೀಲನೆ ನಡೆಸಿತು. <box>600 984 772 1061</box>
paragraph: ನಂತರ ಜಿಲ್ಲಾ ಪಂಚಾಯಿತಿ ಸಭಾಂಗಣದಲ್ಲಿ ಮುಖ್ಯ ಕಾರ್ಯನಿರ್ವಾಹಕ ಅಧಿಕಾರಿಗಳ ಅಧ್ಯಕ್ಷತೆಯಲ್ಲಿ ಸಭೆಯನ್ನು ಹಮ್ಮಿಕೊಳ್ಳಲಾಗಿತ್ತು. ಸದರಿ ಸಭೆಯಲ್ಲಿ <box>787 1174 959 1236</box>
price: ಬೆಲೆ : 1.00 ರೂ. <box>396 226 473 239</box>
phone: ದೂ.: 0816-2275777 <box>496 226 612 239</box>
article-column <box>63 1626 235 1752</box>
paragraph: ನಿರ್ಮಾಣಗೊಳ್ಳುತ್ತಿರುವ ರಸ್ತೆ ಮೇಲ್ಸೇತುವೆ ಗೆ ಅಂದಾಜು ರೂ.29.74 ಕೋಟಿ ವೆಚ್ಚ ನಿಗದಿಪಡಿಸಲಾಗಿದೆ. ಈ ಬಹುನಿರೀಕ್ಷಿತ ಯೋಜನೆ ಹೊನ್ನವಳ್ಳಿ ಕೆರೆಗಳಿಗೆ ಮತ್ತು ತಿಪಟೂರನ್ನು ಸಂಪರ್ಕಿಸಿ, ಈ ಪ್ರದೇಶದಲ್ಲಿ ನಿರಂತರ ಮತ್ತು ಸುಗಮ ಸಂಚಾರ ವ್ಯವಸ್ಥೆಯನ್ನು ಒದಗಿಸಲಿದೆ. <box>420 762 592 870</box>
paragraph: ಪರಿಶೀಲನೆಯ ಸಂದರ್ಭದಲ್ಲಿ ಮಾನ್ಯ ಸಚಿವರು, ಈ ಯೋಜನೆಗಳು ವಾಹನ ದಟ್ಟಣೆಯನ್ನು ಕಡಿಮೆ ಮಾಡುವುದು, ಪ್ರಯಾಣಿಕರ ಸುರಕ್ಷತೆಯನ್ನು <box>420 871 592 932</box>
rate-amount: 32.00 <box>1090 104 1116 116</box>
article-column <box>420 762 592 936</box>
paragraph: ಕೋರ್ಟ್‌ನಲ್ಲಿ ಡಿಪಾಸಿಟ್ ಮಾಡಿ ವೇಗವಾಗಿ ಕೆಲಸವನ್ನು ಮುಗಿಸಿ, ಈಗಾಗಲೇ ಕಾಮಗಾರಿ ತಡವಾಗಿದೆ, ಹಗಲು ರಾತ್ರಿ ಮಿಷಿನರಿ ಹಾಗೂ ಹೆಚ್ಚು ಲೇಬರನ್ನು ಬಳಸಿಕೊಂಡು ಕೆಲಸ ಮಾಡಿಸುವ ಜವಾಬ್ದಾರಿ ಗುತ್ತಿಗೆದಾರ ದಾಗಿರುತ್ತದೆ, ಅದು ಮಾಡಲೇಬೇಕು, ಮಾರ್ಚ್ ಅಂತ್ಯದೊಳಗೆ ಕಾಮಗಾರಿಯನ್ನು ಕಡ್ಡಾಯವಾಗಿ ಮುಗಿಸಬೇಕು ಎಂದು ಹೇಮಾವತಿ ಅಧಿಕಾರಿಗಳಿಗೆ ಸೂಚನೆ ನೀಡಿದರು. ಈ ಸಂದರ್ಭದಲ್ಲಿ ಶಾಸಕ ಸಿಬಿ ಸುರೇಶ್ ಬಾಬು, ಉಪವಿಭಾಗಾಧಿಕಾರಿ, ಸಪ್ತ ಶ್ರೀ, ತಹಶೀಲ್ದಾರ್ ಮಮತಾ ಸೇರಿದಂತೆ ಹೇಮಾವತಿ ಅಧಿಕಾರಿಗಳು ಉಪಸ್ಥಿತರಿದ್ದರು. <box>966 692 1138 878</box>
deeksha-headline[interactable]: ಕುಮಾರಿ ದೀಕ್ಷಾ ಎಸ್.ಎಸ್ ಅವರ ಭರತನಾಟ್ಯ ರಂಗಪ್ರವೇಶ <box>123 948 533 973</box>
article-column <box>240 1626 412 1752</box>
paragraph: ತುಮಕೂರು, ಫೆ.26– ನಗರದ ಡಾ. ಗುಬ್ಬಿ ವೀರಣ್ಣ ಕಲಾಕ್ಷೇತ್ರದಲ್ಲಿ ಗುರು ಶ್ರೀಮತಿ ಬಾಲಾ ವಿಶ್ವನಾಥ್ ಅವರ ಶಿಷ್ಯೆ ಕುಮಾರಿ ದೀಕ್ಷಾ ಎಸ್.ಎಸ್ ಅವರ ಭರತನಾಟ್ಯ ರಂಗಪ್ರವೇಶ ಕಾರ್ಯಕ್ರಮ ಭಾನುವಾರ ಬೆಳಿಗ್ಗೆ ನೆರವೇರಿತು. <box>63 984 235 1061</box>
article-column <box>780 1478 952 1755</box>
rate-amount: 300.00 <box>1090 120 1121 132</box>
registration: ಆರ್.ಎನ್.ಐ.: 69625/84 ಪಿ.ನಂ.: ಎಲ್2/ಟಿಎಂಆರ್ / ಎಲ್2 ಆರ್‌ಎನ್‌ಪಿ-442/2024-2026 <box>635 226 982 237</box>
